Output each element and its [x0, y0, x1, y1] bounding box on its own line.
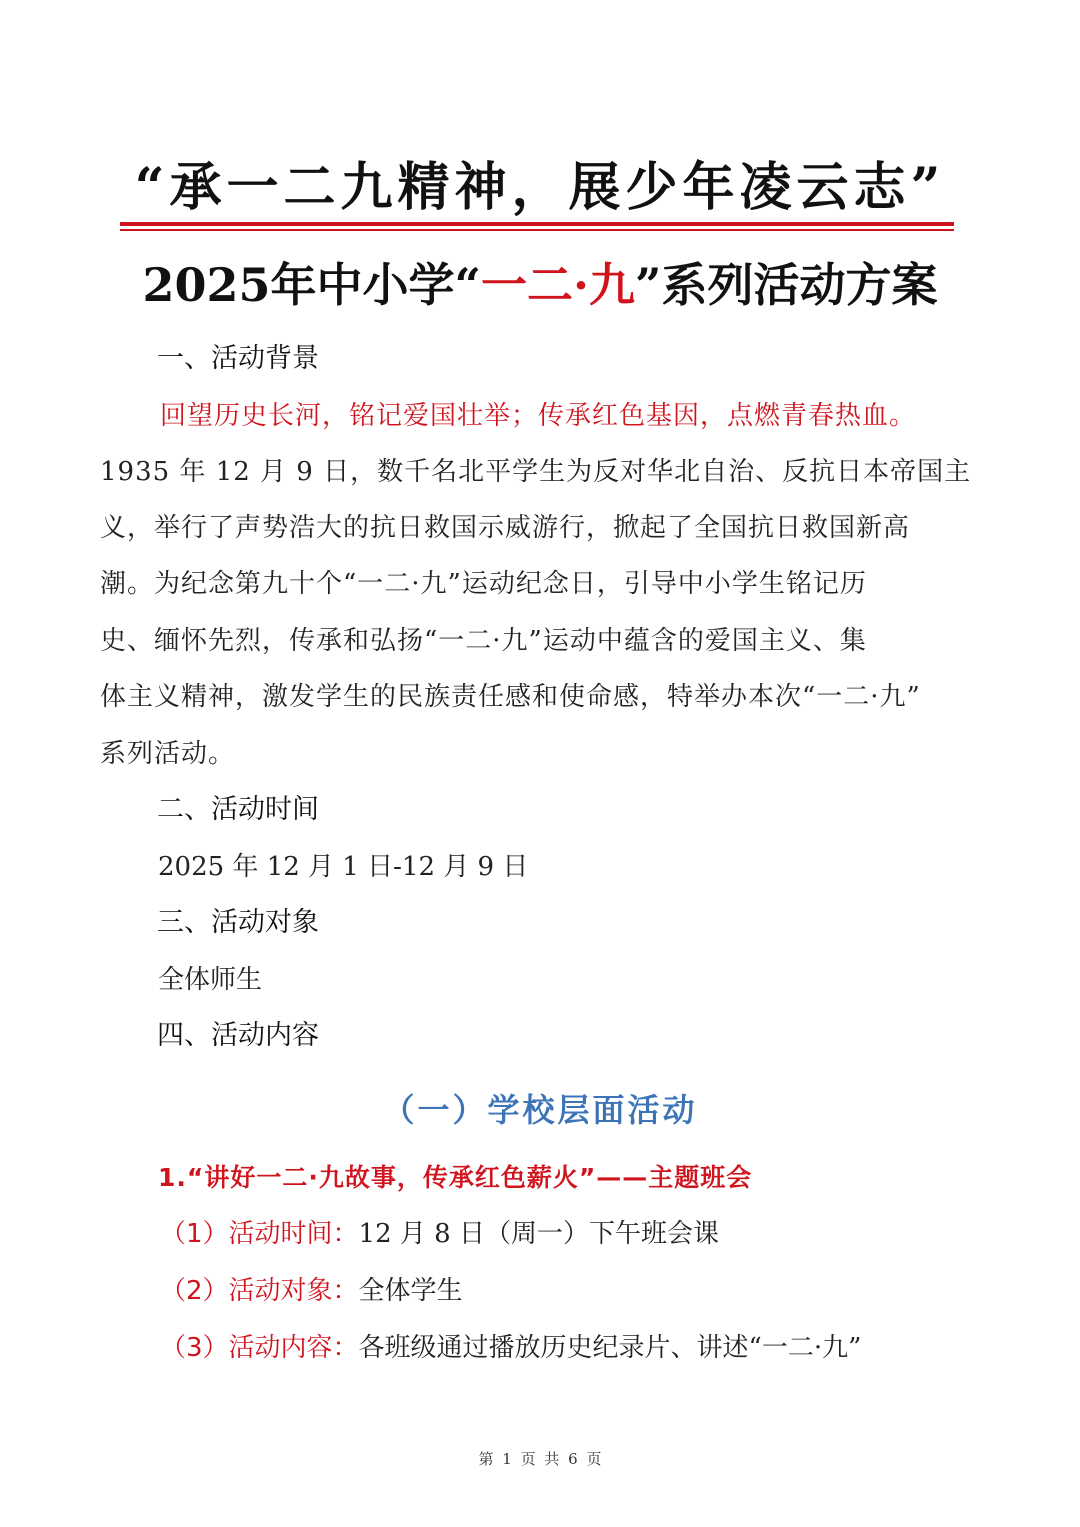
activity-item-title: 1.“讲好一二·九故事，传承红色薪火”——主题班会: [158, 1163, 753, 1192]
page-footer: 第 1 页 共 6 页: [478, 1450, 602, 1468]
activity-detail-row: [160, 1214, 719, 1254]
title-prefix: 2025年中小学“: [142, 258, 481, 312]
activity-detail-row: [160, 1328, 861, 1368]
target-value: 全体师生: [158, 965, 263, 995]
section-heading-time: 二、活动时间: [157, 794, 319, 825]
title-divider-thick: [120, 222, 954, 226]
school-activities-heading: （一）学校层面活动: [382, 1091, 698, 1129]
time-value: 2025 年 12 月 1 日-12 月 9 日: [158, 852, 529, 882]
detail-value: 全体学生: [358, 1276, 463, 1306]
title-suffix: ”系列活动方案: [635, 258, 938, 312]
section-heading-content: 四、活动内容: [157, 1020, 319, 1051]
detail-value: 12 月 8 日（周一）下午班会课: [358, 1219, 719, 1249]
background-lead: 回望历史长河，铭记爱国壮举；传承红色基因，点燃青春热血。: [160, 401, 917, 431]
background-paragraph-line: 1935 年 12 月 9 日，数千名北平学生为反对华北自治、反抗日本帝国主: [100, 457, 972, 487]
detail-label: （3）活动内容：: [160, 1333, 359, 1363]
section-heading-target: 三、活动对象: [157, 907, 319, 938]
background-paragraph-line: 体主义精神，激发学生的民族责任感和使命感，特举办本次“一二·九”: [100, 682, 921, 712]
title-divider-thin: [120, 229, 954, 231]
activity-detail-row: [160, 1271, 463, 1311]
background-paragraph-line: 义，举行了声势浩大的抗日救国示威游行，掀起了全国抗日救国新高: [100, 513, 911, 543]
section-heading-background: 一、活动背景: [157, 343, 319, 374]
detail-label: （1）活动时间：: [160, 1219, 359, 1249]
detail-label: （2）活动对象：: [160, 1276, 359, 1306]
title-highlight: 一二·九: [481, 258, 636, 312]
slogan: “承一二九精神，展少年凌云志”: [134, 157, 946, 218]
background-paragraph-line: 潮。为纪念第九十个“一二·九”运动纪念日，引导中小学生铭记历: [100, 569, 867, 599]
background-paragraph-line: 系列活动。: [100, 739, 236, 769]
background-paragraph-line: 史、缅怀先烈，传承和弘扬“一二·九”运动中蕴含的爱国主义、集: [100, 626, 867, 656]
detail-value: 各班级通过播放历史纪录片、讲述“一二·九”: [358, 1333, 862, 1363]
document-title: [0, 250, 1080, 320]
